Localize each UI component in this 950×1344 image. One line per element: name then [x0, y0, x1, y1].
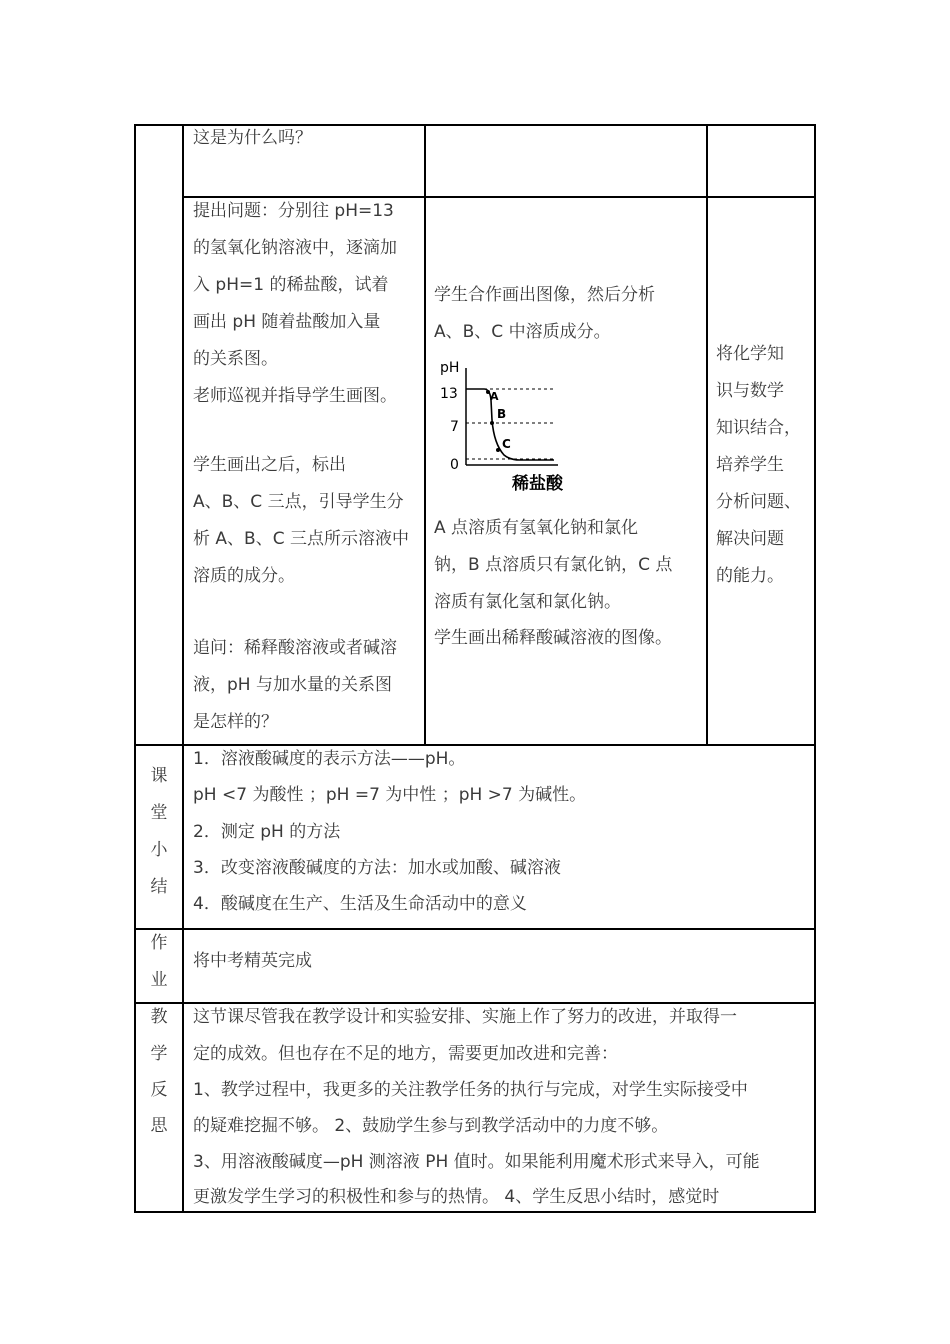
intent-column-border: [706, 124, 708, 746]
reflection-line: 更激发学生学习的积极性和参与的热情。 4、学生反思小结时，感觉时: [193, 1187, 720, 1207]
ph-titration-chart: [434, 352, 574, 498]
chart-point-b: [490, 421, 494, 425]
table-right-border: [814, 124, 816, 1213]
teacher-line: 的氢氧化钠溶液中，逐滴加: [193, 238, 397, 258]
reflection-label-char: 反: [150, 1080, 168, 1100]
intent-line: 将化学知: [716, 344, 784, 364]
teacher-line: 画出 pH 随着盐酸加入量: [193, 312, 381, 332]
student-column-border: [424, 124, 426, 746]
reflection-label-char: 思: [150, 1116, 168, 1136]
teacher-line: 的关系图。: [193, 349, 278, 369]
reflection-line: 这节课尽管我在教学设计和实验安排、实施上作了努力的改进，并取得一: [193, 1007, 737, 1027]
student-line: 学生合作画出图像，然后分析: [434, 285, 655, 305]
reflection-label-char: 学: [150, 1044, 168, 1064]
homework-label-char: 业: [150, 970, 168, 990]
summary-bottom-border: [134, 928, 816, 930]
summary-line: 2．测定 pH 的方法: [193, 822, 341, 842]
reflection-label-char: 教: [150, 1007, 168, 1027]
teacher-line: 溶质的成分。: [193, 566, 295, 586]
homework-text: 将中考精英完成: [193, 951, 312, 971]
reflection-line: 定的成效。但也存在不足的地方，需要更加改进和完善：: [193, 1044, 618, 1064]
intent-line: 分析问题、: [716, 492, 801, 512]
teacher-line: A、B、C 三点，引导学生分: [193, 492, 404, 512]
summary-label-char: 小: [150, 840, 168, 860]
summary-line: 1．溶液酸碱度的表示方法——pH。: [193, 749, 466, 769]
teacher-line: 析 A、B、C 三点所示溶液中: [193, 529, 409, 549]
chart-xlabel: 稀盐酸: [512, 474, 563, 494]
reflection-line: 的疑难挖掘不够。 2、鼓励学生参与到教学活动中的力度不够。: [193, 1116, 669, 1136]
chart-point-label: A: [490, 390, 499, 403]
chart-point-label: B: [497, 407, 507, 421]
summary-label-char: 课: [150, 766, 168, 786]
summary-line: 3．改变溶液酸碱度的方法：加水或加酸、碱溶液: [193, 858, 561, 878]
table-left-border: [134, 124, 136, 1213]
student-line: A 点溶质有氢氧化钠和氯化: [434, 518, 639, 538]
intent-line: 知识结合，: [716, 418, 801, 438]
reflection-line: 1、教学过程中，我更多的关注教学任务的执行与完成，对学生实际接受中: [193, 1080, 748, 1100]
summary-label-char: 堂: [150, 803, 168, 823]
label-column-border: [182, 124, 184, 1213]
teacher-line: 学生画出之后，标出: [193, 455, 346, 475]
summary-line: 4．酸碱度在生产、生活及生命活动中的意义: [193, 894, 527, 914]
teacher-line: 入 pH=1 的稀盐酸，试着: [193, 275, 389, 295]
row1-question: 这是为什么吗？: [193, 128, 312, 148]
teacher-line: 追问：稀释酸溶液或者碱溶: [193, 638, 397, 658]
chart-ytick: 0: [450, 457, 459, 473]
teacher-line: 提出问题：分别往 pH=13: [193, 201, 394, 221]
chart-ytick: 7: [450, 419, 459, 435]
reflection-line: 3、用溶液酸碱度—pH 测溶液 PH 值时。如果能利用魔术形式来导入，可能: [193, 1152, 760, 1172]
summary-line: pH <7 为酸性 ；pH =7 为中性 ；pH >7 为碱性。: [193, 785, 587, 805]
chart-point-label: C: [502, 437, 511, 451]
student-line: 学生画出稀释酸碱溶液的图像。: [434, 628, 672, 648]
intent-line: 培养学生: [716, 455, 784, 475]
student-line: A、B、C 中溶质成分。: [434, 322, 611, 342]
intent-line: 识与数学: [716, 381, 784, 401]
intent-line: 解决问题: [716, 529, 784, 549]
chart-point-c: [496, 448, 500, 452]
chart-ylabel: pH: [440, 360, 460, 376]
teacher-line: 液，pH 与加水量的关系图: [193, 675, 392, 695]
teacher-line: 老师巡视并指导学生画图。: [193, 386, 397, 406]
student-line: 溶质有氯化氢和氯化钠。: [434, 592, 621, 612]
intent-line: 的能力。: [716, 566, 784, 586]
chart-ytick: 13: [440, 386, 458, 402]
teacher-line: 是怎样的？: [193, 712, 278, 732]
student-line: 钠，B 点溶质只有氯化钠，C 点: [434, 555, 673, 575]
summary-label-char: 结: [150, 877, 168, 897]
homework-label-char: 作: [150, 933, 168, 953]
